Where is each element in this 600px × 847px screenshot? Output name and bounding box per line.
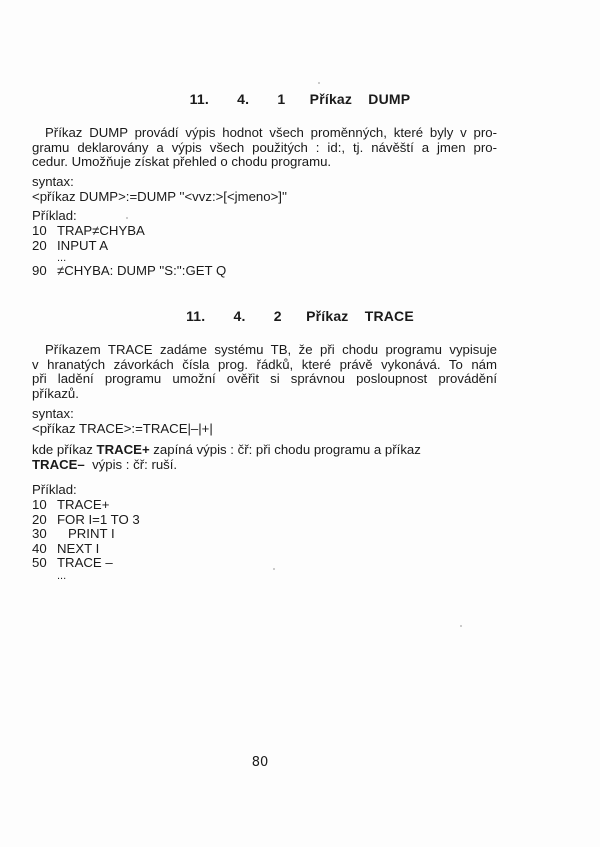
paragraph-line: Příkaz DUMP provádí výpis hodnot všech proměnných, které byly v pro-: [45, 125, 497, 140]
paragraph-line: gramu deklarovány a výpis všech použitých : id:, tj. návěští a jmen pro-: [32, 139, 497, 155]
example-label: Příklad:: [32, 482, 77, 497]
code-statement: TRAP≠CHYBA: [57, 223, 145, 238]
line-number: 40: [32, 540, 47, 556]
line-number: 10: [32, 497, 47, 512]
code-statement: TRACE+: [57, 497, 110, 512]
dump-syntax-block: [32, 175, 502, 204]
keyword-trace-off: TRACE–: [32, 456, 85, 472]
example-label: Příklad:: [32, 208, 77, 223]
scan-speck: [318, 82, 320, 84]
line-number: 30: [32, 526, 47, 541]
code-statement: TRACE –: [57, 555, 113, 570]
syntax-definition: <příkaz DUMP>:=DUMP ''<vvz:>[<jmeno>]'': [32, 188, 287, 204]
keyword-trace-on: TRACE+: [96, 442, 150, 457]
line-number: 50: [32, 555, 47, 570]
syntax-definition: <příkaz TRACE>:=TRACE|–|+|: [32, 420, 213, 436]
scan-speck: [126, 217, 128, 219]
code-ellipsis: [32, 571, 332, 582]
code-line: [32, 542, 332, 557]
description-text: zapíná výpis : čř: při chodu programu a příkaz: [149, 442, 421, 457]
description-text: kde příkaz: [32, 442, 97, 457]
code-line: [32, 239, 332, 254]
trace-syntax-block: [32, 407, 502, 436]
line-number: 20: [32, 237, 47, 253]
code-line: [32, 527, 332, 542]
dump-example-code: [32, 224, 332, 279]
trace-example-label-block: [32, 483, 502, 498]
paragraph-line: při ladění programu umožní ověřit si správnou posloupnost provádění: [32, 371, 497, 386]
code-line: [32, 556, 332, 571]
code-line: [32, 224, 332, 239]
paragraph-line: příkazů.: [32, 385, 79, 401]
trace-usage-description: [32, 443, 502, 472]
section-heading-trace: [0, 309, 600, 324]
line-number: 90: [32, 263, 47, 278]
page-number: 80: [251, 755, 269, 770]
section-number: 11. 4. 2: [186, 308, 282, 324]
code-statement: NEXT I: [57, 540, 100, 556]
description-text: výpis : čř: ruší.: [84, 456, 178, 472]
section-number: 11. 4. 1: [189, 91, 286, 107]
code-statement: FOR I=1 TO 3: [57, 511, 140, 527]
description-line: [32, 443, 502, 458]
section-title: Příkaz DUMP: [309, 91, 411, 107]
code-line: [32, 264, 332, 279]
paragraph-line: cedur. Umožňuje získat přehled o chodu programu.: [32, 154, 332, 169]
section-heading-dump: [0, 92, 600, 107]
line-number: 20: [32, 511, 47, 527]
code-line: [32, 513, 332, 528]
paragraph-line: Příkazem TRACE zadáme systému TB, že při chodu programu vypisuje: [45, 342, 497, 357]
syntax-label: syntax:: [32, 174, 74, 189]
syntax-label: syntax:: [32, 406, 74, 421]
code-line: [32, 498, 332, 513]
code-statement: INPUT A: [57, 237, 109, 253]
description-line: [32, 458, 502, 473]
line-number: 10: [32, 223, 47, 238]
dump-example-label-block: [32, 209, 502, 224]
trace-example-code: [32, 498, 332, 582]
trace-description-paragraph: [32, 343, 497, 401]
code-statement: ≠CHYBA: DUMP ''S:'':GET Q: [57, 263, 227, 278]
code-statement: ...: [57, 252, 67, 264]
paragraph-line: v hranatých závorkách čísla prog. řádků, které právě vykonává. To nám: [32, 356, 497, 372]
scan-speck: [273, 568, 275, 570]
dump-description-paragraph: [32, 126, 497, 170]
section-title: Příkaz TRACE: [306, 308, 414, 324]
scan-speck: [460, 625, 462, 627]
code-statement: PRINT I: [57, 526, 115, 541]
code-statement: ...: [57, 569, 67, 582]
